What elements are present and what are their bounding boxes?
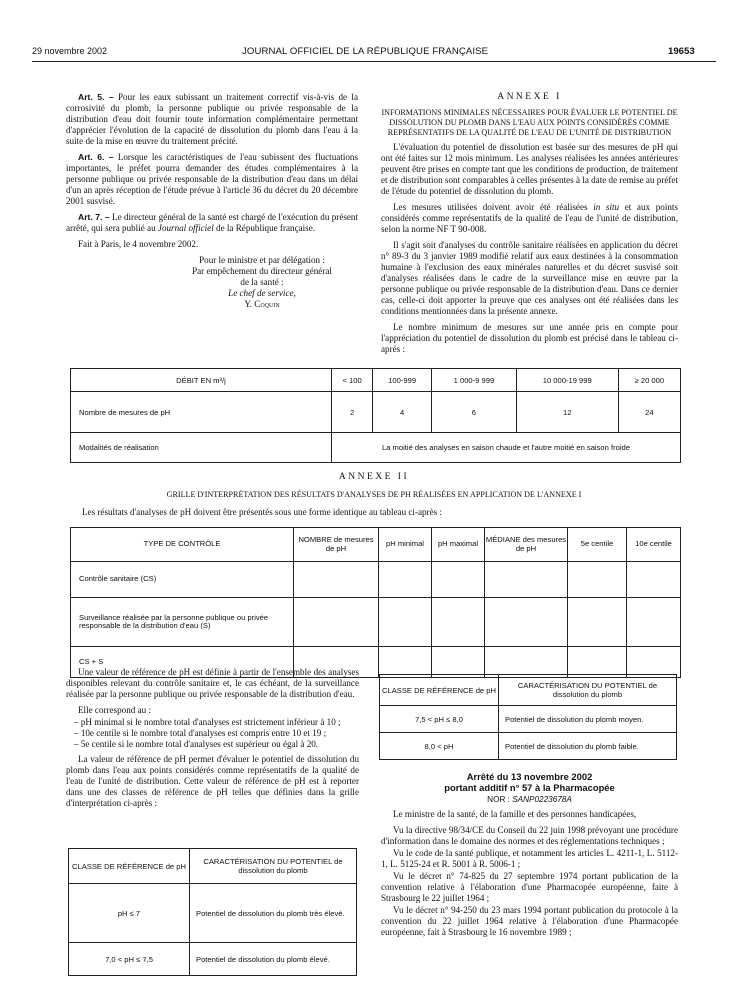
table-cell: 7,0 < pH ≤ 7,5 [69, 943, 190, 976]
reference-text-column [66, 667, 359, 814]
table-row-label: Modalités de réalisation [71, 433, 332, 463]
table-header-cell: MÉDIANE des mesures de pH [485, 528, 568, 562]
table-cell: Potentiel de dissolution du plomb très élevé. [190, 884, 357, 943]
reference-class-table [68, 848, 357, 976]
table-header-cell: CARACTÉRISATION DU POTENTIEL de dissolution du plomb [499, 675, 677, 706]
list-item: – 5e centile si le nombre total d'analyses est supérieur ou égal à 20. [74, 739, 319, 749]
signature-line: de la santé : [240, 277, 284, 287]
table-header-cell: < 100 [332, 369, 373, 392]
table-cell: 2 [332, 392, 373, 433]
arrete-body [381, 809, 678, 939]
table-row-label: Nombre de mesures de pH [71, 392, 332, 433]
table-row-label: CS + S [71, 647, 294, 678]
table-header-cell: DÉBIT EN m³/j [71, 369, 332, 392]
annexe-1-text: Les mesures utilisées doivent avoir été réalisées [393, 202, 588, 212]
table-header-cell: 10e centile [627, 528, 681, 562]
article-5-text: Pour les eaux subissant un traitement correctif vis-à-vis de la corrosivité du plomb, la personne publique ou privée responsable de la distribution d'eau doit fournir toute information complémentaire permettant d'apprécier l'évolution de la capacité de dissolution du plomb dans l'eau à la suite de la mise en œuvre du traitement précité. [66, 92, 358, 146]
annexe-1-paragraph [381, 202, 678, 235]
article-7-text: Le directeur général de la santé est chargé de l'exécution du présent arrêté, qui sera publié au [66, 212, 358, 233]
article-6-label: Art. 6. – [78, 152, 114, 162]
reference-class-table-continued [379, 674, 677, 760]
table-header-cell: CARACTÉRISATION DU POTENTIEL de dissolution du plomb [190, 849, 357, 884]
article-5 [66, 92, 358, 147]
journal-officiel-ref: Journal officiel [157, 223, 214, 233]
list-item: – pH minimal si le nombre total d'analyses est strictement inférieur à 10 ; [74, 717, 341, 727]
journal-title: JOURNAL OFFICIEL DE LA RÉPUBLIQUE FRANÇAISE [242, 46, 489, 57]
annexe-2-subtitle: GRILLE D'INTERPRÉTATION DES RÉSULTATS D'ANALYSES DE PH RÉALISÉES EN APPLICATION DE L'ANNEXE I [166, 490, 582, 499]
annexe-1-subtitle: INFORMATIONS MINIMALES NÉCESSAIRES POUR ÉVALUER LE POTENTIEL DE DISSOLUTION DU PLOMB DANS L'EAU AUX POINTS CONSIDÉRÉS COMME REPRÉSENTATIFS DE LA QUALITÉ DE L'EAU DE L'UNITÉ DE DISTRIBUTION [381, 108, 678, 137]
arrete-paragraph: Vu le décret n° 94-250 du 23 mars 1994 portant publication du protocole à la convention du 22 juillet 1964 relative à l'élaboration d'une Pharmacopée européenne, fait à Strasbourg le 16 novembre 1989 ; [381, 905, 678, 937]
body-paragraph: Une valeur de référence de pH est définie à partir de l'ensemble des analyses disponibles relevant du contrôle sanitaire et, le cas échéant, de la surveillance réalisée par la personne publique ou privée responsable de la distribution d'eau. [66, 667, 359, 699]
measures-table [70, 368, 681, 463]
article-7 [66, 212, 358, 234]
fait-a-paris: Fait à Paris, le 4 novembre 2002. [78, 239, 199, 249]
article-6 [66, 152, 358, 207]
page-number: 19653 [668, 46, 695, 57]
annexe-1-paragraph: L'évaluation du potentiel de dissolution est basée sur des mesures de pH qui ont été faites sur 12 mois minimum. Les analyses réalisées les années antérieures peuvent être prises en compte tant que les conditions de production, de traitement et de distribution sont comparables à celles présentes à la date de remise au préfet de l'étude du potentiel de dissolution du plomb. [381, 142, 678, 196]
table-row-label: Surveillance réalisée par la personne publique ou privée responsable de la distribution d'eau (S) [71, 598, 294, 647]
header-rule [32, 61, 716, 62]
nor-code: SANP0223678A [512, 795, 572, 804]
article-7-text-end: de la République française. [216, 223, 316, 233]
table-cell: Potentiel de dissolution du plomb faible. [499, 733, 677, 760]
annexe-2-title: ANNEXE II [338, 472, 410, 482]
table-cell: 6 [432, 392, 517, 433]
in-situ-term: in situ [593, 202, 620, 212]
arrete-paragraph: Vu la directive 98/34/CE du Conseil du 22 juin 1998 prévoyant une procédure d'information dans le domaine des normes et des réglementations techniques ; [381, 825, 678, 846]
header-date: 29 novembre 2002 [32, 46, 108, 56]
annexe-1-title: ANNEXE I [497, 92, 562, 102]
signature-line: Par empêchement du directeur général [192, 266, 332, 276]
arrete-paragraph: Vu le code de la santé publique, et notamment les articles L. 4211-1, L. 5112-1, L. 5125-24 et R. 5001 à R. 5006-1 ; [381, 848, 678, 869]
annexe-1-paragraph: Le nombre minimum de mesures sur une année pris en compte pour l'appréciation du potentiel de dissolution du plomb est précisé dans le tableau ci-après : [381, 322, 678, 354]
arrete-paragraph: Le ministre de la santé, de la famille et des personnes handicapées, [393, 809, 637, 819]
table-header-cell: 100-999 [373, 369, 432, 392]
table-cell: Potentiel de dissolution du plomb élevé. [190, 943, 357, 976]
table-header-cell: 1 000-9 999 [432, 369, 517, 392]
arrete-title [381, 771, 678, 793]
article-5-label: Art. 5. – [78, 92, 114, 102]
table-cell: 12 [516, 392, 618, 433]
ph-results-table [70, 527, 681, 678]
table-cell: Potentiel de dissolution du plomb moyen. [499, 706, 677, 733]
signature-block [166, 255, 358, 310]
table-header-cell: CLASSE DE RÉFÉRENCE de pH [380, 675, 499, 706]
signatory-name: Y. Coquin [244, 299, 280, 309]
table-cell: 24 [618, 392, 680, 433]
arrete-paragraph: Vu le décret n° 74-825 du 27 septembre 1974 portant publication de la convention relative à l'élaboration d'une Pharmacopée européenne, faite à Strasbourg le 22 juillet 1964 ; [381, 871, 678, 903]
table-row-label: Contrôle sanitaire (CS) [71, 562, 294, 598]
annexe-1-paragraph: Il s'agit soit d'analyses du contrôle sanitaire réalisées en application du décret n° 89-3 du 3 janvier 1989 modifié relatif aux eaux destinées à la consommation humaine à l'exclusion des eaux minérales naturelles et du décret susvisé soit d'analyses réalisées dans le cadre de la surveillance mise en œuvre par la personne publique ou privée responsable de la distribution d'eau. Dans ce dernier cas, celle-ci doit apporter la preuve que ces analyses ont été réalisées dans les conditions mentionnées dans la présente annexe. [381, 240, 678, 316]
table-header-cell: 10 000-19 999 [516, 369, 618, 392]
table-cell: 7,5 < pH ≤ 8,0 [380, 706, 499, 733]
nor-label: NOR : [487, 795, 510, 804]
signature-line: Pour le ministre et par délégation : [199, 255, 325, 265]
articles-column [66, 92, 358, 310]
annexe-2-intro: Les résultats d'analyses de pH doivent être présentés sous une forme identique au tableau ci-après : [82, 507, 442, 517]
list-item: – 10e centile si le nombre total d'analyses est compris entre 10 et 19 ; [74, 728, 327, 738]
arrete-title-line: Arrêté du 13 novembre 2002 [466, 771, 593, 782]
table-cell: La moitié des analyses en saison chaude et l'autre moitié en saison froide [332, 433, 681, 463]
table-cell: 4 [373, 392, 432, 433]
criteria-list [66, 717, 359, 750]
signature-role: Le chef de service, [228, 288, 296, 298]
table-header-cell: 5e centile [568, 528, 627, 562]
body-paragraph: Elle correspond au : [78, 705, 151, 715]
body-paragraph: La valeur de référence de pH permet d'évaluer le potentiel de dissolution du plomb dans l'eau aux points considérés comme représentatifs de la qualité de l'eau de l'unité de distribution. Cette valeur de référence de pH est à reporter dans une des classes de référence de pH telles que définies dans la grille d'interprétation ci-après : [66, 754, 359, 808]
annexe-1-column [381, 92, 678, 360]
annexe-1-text: et aux points considérés comme représentatifs de la qualité de l'eau de l'unité de distribution, selon la norme NF T 90-008. [381, 202, 678, 234]
table-header-cell: pH minimal [379, 528, 432, 562]
table-cell: pH ≤ 7 [69, 884, 190, 943]
nor-reference [381, 794, 678, 805]
table-header-cell: ≥ 20 000 [618, 369, 680, 392]
arrete-title-line: portant additif n° 57 à la Pharmacopée [444, 782, 615, 793]
table-header-cell: TYPE DE CONTRÔLE [71, 528, 294, 562]
table-cell: 8,0 < pH [380, 733, 499, 760]
article-6-text: Lorsque les caractéristiques de l'eau subissent des fluctuations importantes, le préfet pourra demander des études complémentaires à la personne publique ou privée responsable de la distribution d'eau dans un délai d'un an après réception de l'étude prévue à l'article 36 du décret du 20 décembre 2001 susvisé. [66, 152, 358, 206]
article-7-label: Art. 7. – [78, 212, 110, 222]
table-header-cell: NOMBRE de mesures de pH [294, 528, 379, 562]
table-header-cell: pH maximal [432, 528, 485, 562]
table-header-cell: CLASSE DE RÉFÉRENCE de pH [69, 849, 190, 884]
